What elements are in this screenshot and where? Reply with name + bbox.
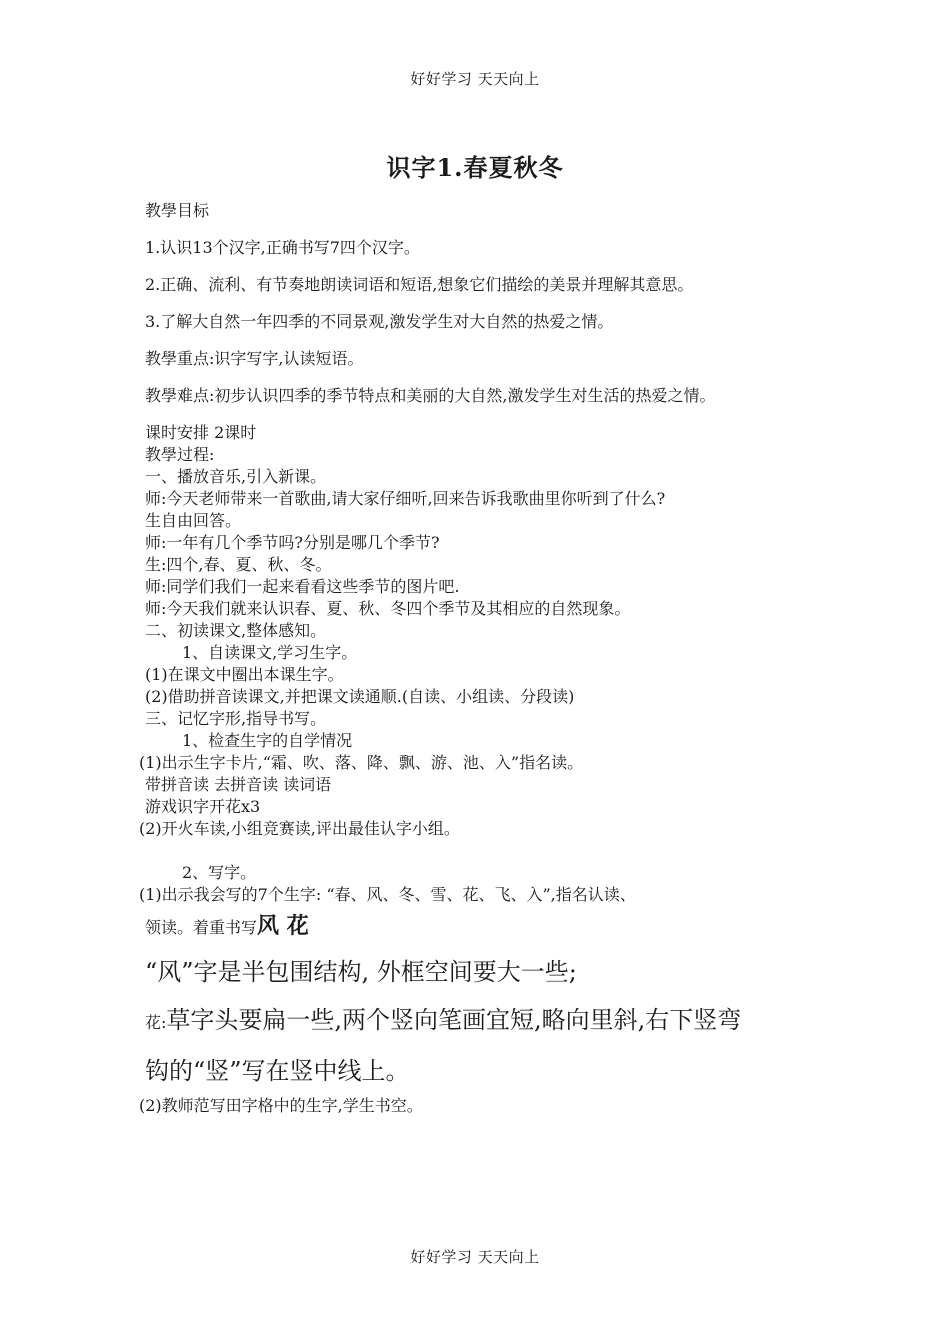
step-line: 游戏识字开花x3 <box>145 797 261 816</box>
dialogue-line: 师:今天我们就来认识春、夏、秋、冬四个季节及其相应的自然现象。 <box>145 599 631 618</box>
objective-item: 3.了解大自然一年四季的不同景观,激发学生对大自然的热爱之情。 <box>145 312 614 331</box>
process-heading: 教學过程: <box>145 445 215 464</box>
step-line: (2)开火车读,小组竞赛读,评出最佳认字小组。 <box>139 819 460 838</box>
schedule: 课时安排 2课时 <box>145 423 257 442</box>
page-title: 识字1.春夏秋冬 <box>386 153 564 182</box>
page-footer: 好好学习 天天向上 <box>410 1248 540 1266</box>
dialogue-line: 师:同学们我们一起来看看这些季节的图片吧. <box>145 577 460 596</box>
step-line-prefix: 领读。着重书写 <box>145 918 258 937</box>
sub-heading: 1、自读课文,学习生字。 <box>182 643 358 662</box>
step-line: (2)借助拼音读课文,并把课文读通顺.(自读、小组读、分段读) <box>145 687 575 706</box>
step-line: (2)教师范写田字格中的生字,学生书空。 <box>139 1096 423 1115</box>
hua-note-text: 草字头要扁一些,两个竖向笔画宜短,略向里斜,右下竖弯 <box>166 1006 742 1034</box>
step-line: (1)在课文中圈出本课生字。 <box>145 665 344 684</box>
section-heading: 二、初读课文,整体感知。 <box>145 621 327 640</box>
page-header: 好好学习 天天向上 <box>410 70 540 88</box>
dialogue-line: 师:一年有几个季节吗?分别是哪几个季节? <box>145 533 440 552</box>
hua-note-continued: 钩的“竖”写在竖中线上。 <box>145 1057 410 1085</box>
step-line: 带拼音读 去拼音读 读词语 <box>145 775 332 794</box>
sub-heading: 1、检查生字的自学情况 <box>182 731 353 750</box>
step-line: (1)出示我会写的7个生字: “春、风、冬、雪、花、飞、入”,指名认读、 <box>139 885 636 904</box>
hua-label: 花: <box>145 1013 167 1032</box>
objectives-heading: 教學目标 <box>145 201 210 220</box>
dialogue-line: 生:四个,春、夏、秋、冬。 <box>145 555 332 574</box>
key-point: 教學重点:识字写字,认读短语。 <box>145 349 364 368</box>
section-heading: 三、记忆字形,指导书写。 <box>145 709 327 728</box>
objective-item: 2.正确、流利、有节奏地朗读词语和短语,想象它们描绘的美景并理解其意思。 <box>145 275 694 294</box>
section-heading: 一、播放音乐,引入新课。 <box>145 467 327 486</box>
objective-item: 1.认识13个汉字,正确书写7四个汉字。 <box>145 238 420 257</box>
document-body <box>139 200 805 1117</box>
feng-note: “风”字是半包围结构, 外框空间要大一些; <box>145 958 577 986</box>
sub-heading: 2、写字。 <box>182 863 257 882</box>
dialogue-line: 师:今天老师带来一首歌曲,请大家仔细听,回来告诉我歌曲里你听到了什么? <box>145 489 666 508</box>
step-line: (1)出示生字卡片,“霜、吹、落、降、飘、游、池、入”指名读。 <box>139 753 584 772</box>
hua-note <box>145 996 805 1047</box>
blank-line <box>145 840 805 862</box>
dialogue-line: 生自由回答。 <box>145 511 242 530</box>
difficulty: 教學难点:初步认识四季的季节特点和美丽的大自然,激发学生对生活的热爱之情。 <box>145 386 716 405</box>
step-line <box>145 906 805 948</box>
emphasized-characters: 风 花 <box>257 913 309 939</box>
